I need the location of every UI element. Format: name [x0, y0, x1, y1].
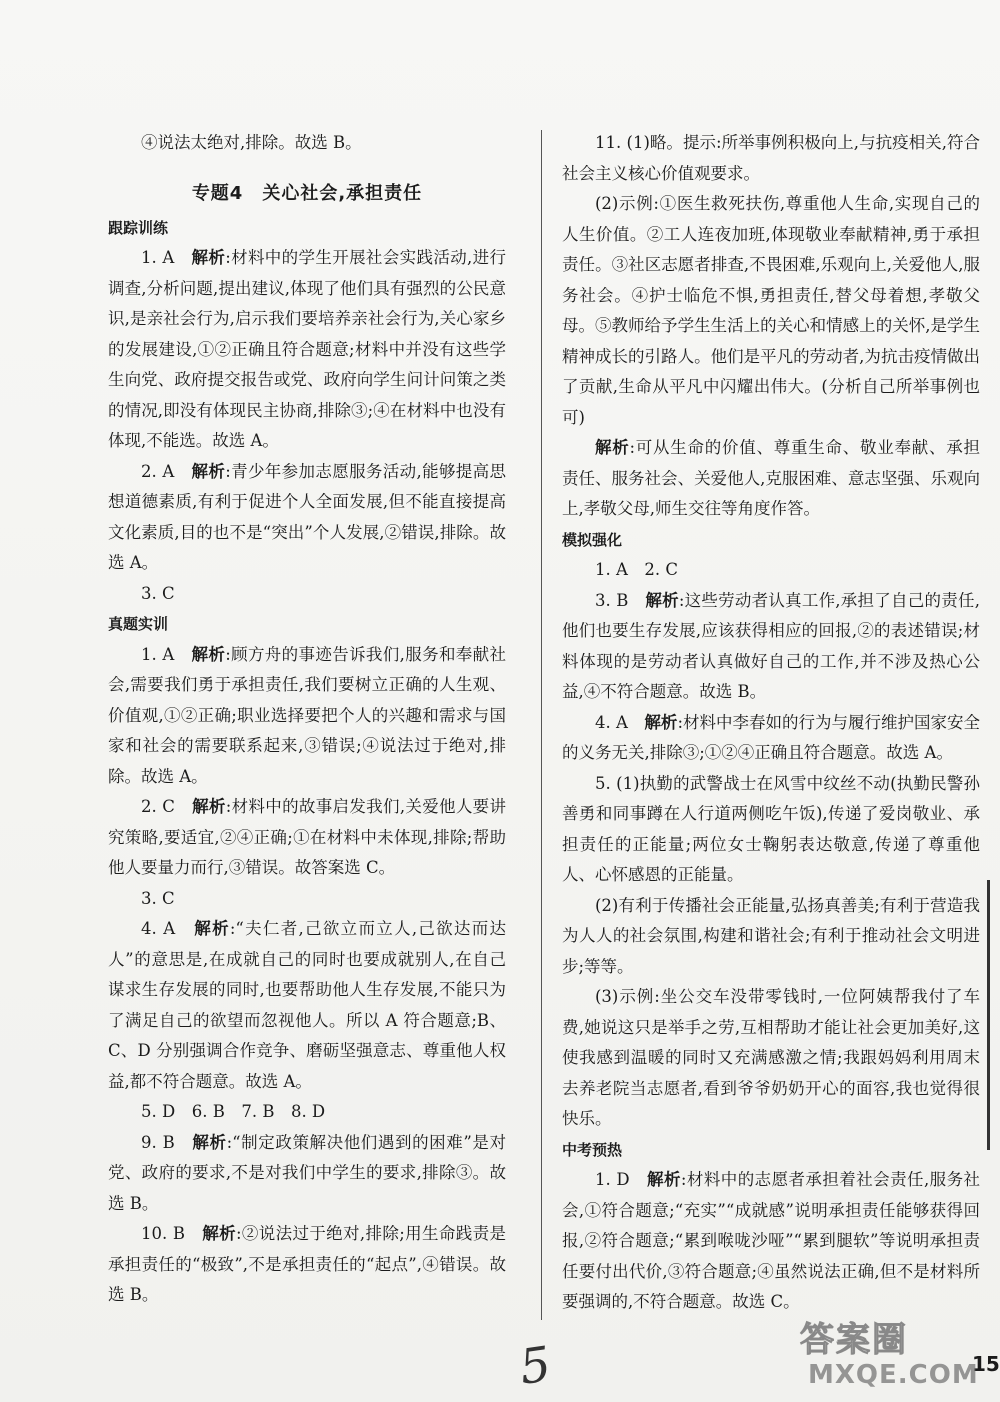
topic-title: 专题4 关心社会,承担责任	[191, 182, 423, 204]
section-heading-exam-warmup: 中考预热	[562, 1140, 623, 1159]
answer-item: 1. A 解析:材料中的学生开展社会实践活动,进行调查,分析问题,提出建议,体现了他们具有强烈的公民意识,是亲社会行为,启示我们要培养亲社会行为,关心家乡的发展建设,①②正确且符合题意;材料中并没有这些学生向党、政府提交报告或党、政府向学生问计问策之类的情况,即没有体现民主协商,排除③;④在材料中也没有体现,不能选。故选 A。	[108, 248, 507, 450]
answer-item: 1. A 2. C	[595, 560, 679, 579]
answer-item: 9. B 解析:“制定政策解决他们遇到的困难”是对党、政府的要求,不是对我们中学生的要求,排除③。故选 B。	[108, 1132, 506, 1213]
watermark-logo: 答案圈	[800, 1320, 908, 1360]
answer-item: 2. A 解析:青少年参加志愿服务活动,能够提高思想道德素质,有利于促进个人全面发展,但不能直接提高文化素质,目的也不是“突出”个人发展,②错误,排除。故选 A。	[108, 461, 507, 572]
page-number: 15	[972, 1352, 1000, 1376]
answer-item: 3. C	[141, 888, 175, 908]
right-column	[562, 128, 980, 1318]
answer-item: (3)示例:坐公交车没带零钱时,一位阿姨帮我付了车费,她说这只是举手之劳,互相帮助才能让社会更加美好,这使我感到温暖的同时又充满感激之情;我跟妈妈利用周末去养老院当志愿者,看到爷爷奶奶开心的面容,我也觉得很快乐。	[562, 987, 980, 1128]
answer-item: 3. C	[141, 583, 175, 603]
answer-item: (2)有利于传播社会正能量,弘扬真善美;有利于营造我为人人的社会氛围,构建和谐社会;有利于推动社会文明进步;等等。	[562, 895, 980, 976]
section-heading-simulation: 模拟强化	[562, 530, 623, 549]
answer-item: 11. (1)略。提示:所举事例积极向上,与抗疫相关,符合社会主义核心价值观要求。	[562, 133, 980, 183]
section-heading-tracking: 跟踪训练	[108, 218, 169, 237]
column-divider	[541, 130, 542, 1320]
answer-item: 2. C 解析:材料中的故事启发我们,关爱他人要讲究策略,要适宜,②④正确;①在材料中未体现,排除;帮助他人要量力而行,③错误。故答案选 C。	[108, 797, 506, 877]
answer-item: 5. (1)执勤的武警战士在风雪中纹丝不动(执勤民警孙善勇和同事蹲在人行道两侧吃午饭),传递了爱岗敬业、承担责任的正能量;两位女士鞠躬表达敬意,传递了尊重他人、心怀感恩的正能量。	[562, 773, 980, 884]
watermark-url: MXQE.COM	[808, 1360, 979, 1390]
answer-item: 4. A 解析:材料中李春如的行为与履行维护国家安全的义务无关,排除③;①②④正确且符合题意。故选 A。	[562, 712, 981, 762]
answer-item: 5. D 6. B 7. B 8. D	[141, 1102, 326, 1121]
margin-rule	[987, 880, 990, 1150]
answer-item: 1. A 解析:顾方舟的事迹告诉我们,服务和奉献社会,需要我们勇于承担责任,我们要树立正确的人生观、价值观,①②正确;职业选择要把个人的兴趣和需求与国家和社会的需要联系起来,③错误;④说法过于绝对,排除。故选 A。	[108, 644, 507, 786]
carryover-line: ④说法太绝对,排除。故选 B。	[141, 133, 362, 152]
answer-item: 1. D 解析:材料中的志愿者承担着社会责任,服务社会,①符合题意;“充实”“成就感”说明承担责任能够获得回报,②符合题意;“累到喉咙沙哑”“累到腿软”等说明承担责任要付出代价,③符合题意;④虽然说法正确,但不是材料所要强调的,不符合题意。故选 C。	[562, 1170, 981, 1311]
answer-item: (2)示例:①医生救死扶伤,尊重他人生命,实现自己的人生价值。②工人连夜加班,体现敬业奉献精神,勇于承担责任。③社区志愿者排查,不畏困难,乐观向上,关爱他人,服务社会。④护士临危不惧,勇担责任,替父母着想,孝敬父母。⑤教师给予学生生活上的关心和情感上的关怀,是学生精神成长的引路人。他们是平凡的劳动者,为抗击疫情做出了贡献,生命从平凡中闪耀出伟大。(分析自己所举事例也可)	[562, 194, 980, 427]
answer-item: 解析:可从生命的价值、尊重生命、敬业奉献、承担责任、服务社会、关爱他人,克服困难、意志坚强、乐观向上,孝敬父母,师生交往等角度作答。	[562, 438, 981, 518]
left-column	[108, 128, 506, 1311]
watermark	[800, 1312, 990, 1396]
answer-item: 4. A 解析:“夫仁者,己欲立而立人,己欲达而达人”的意思是,在成就自己的同时也要成就别人,在自己谋求生存发展的同时,也要帮助他人生存发展,不能只为了满足自己的欲望而忽视他人。所以 A 符合题意;B、C、D 分别强调合作竞争、磨砺坚强意志、尊重他人权益,都不符合题意。故选 A。	[108, 919, 507, 1091]
answer-item: 3. B 解析:这些劳动者认真工作,承担了自己的责任,他们也要生存发展,应该获得相应的回报,②的表述错误;材料体现的是劳动者认真做好自己的工作,并不涉及热心公益,④不符合题意。故选 B。	[562, 590, 980, 701]
answer-item: 10. B 解析:②说法过于绝对,排除;用生命践责是承担责任的“极致”,不是承担责任的“起点”,④错误。故选 B。	[108, 1224, 506, 1304]
handwritten-mark: 5	[516, 1336, 555, 1396]
section-heading-real-exam: 真题实训	[108, 615, 169, 633]
